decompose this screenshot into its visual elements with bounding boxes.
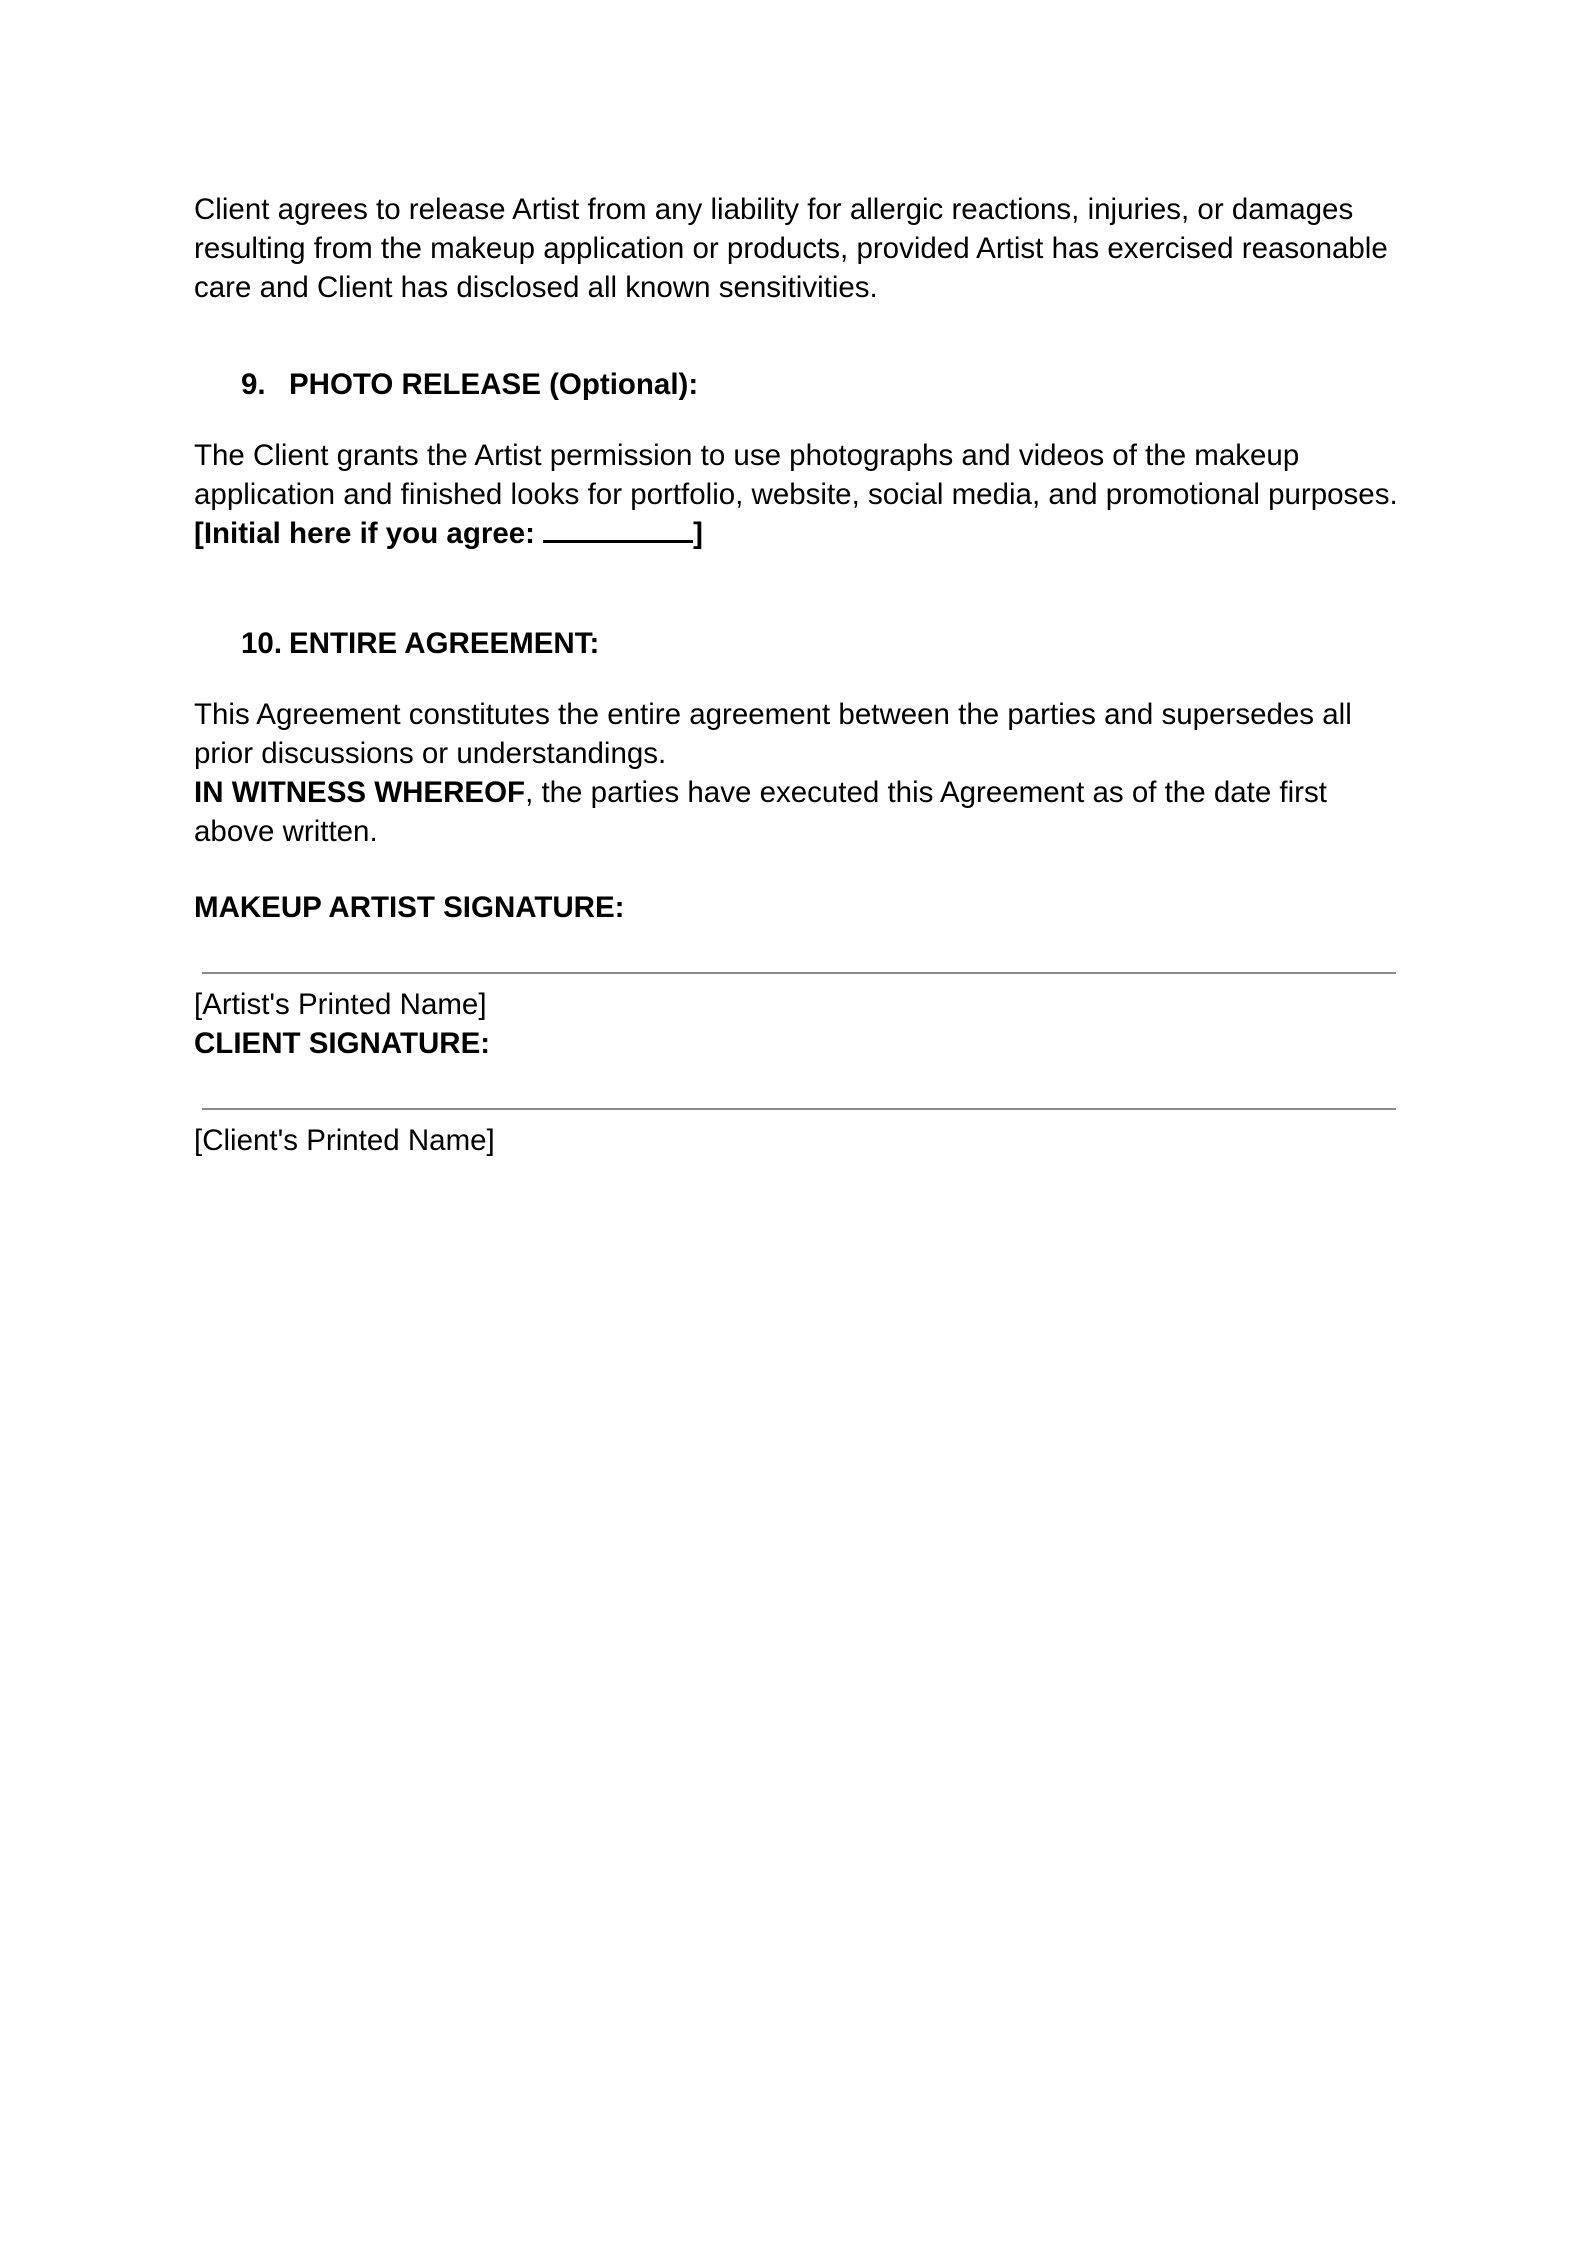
section-10-title: ENTIRE AGREEMENT:	[289, 627, 600, 660]
witness-bold: IN WITNESS WHEREOF	[194, 776, 526, 809]
section-9-heading	[241, 365, 1404, 404]
client-printed-name: [Client's Printed Name]	[194, 1124, 495, 1157]
client-signature-line[interactable]	[202, 1108, 1396, 1110]
section-9-body: The Client grants the Artist permission to use photographs and videos of the makeup application and finished looks for portfolio, website, social media, and promotional purposes.	[194, 439, 1398, 511]
initials-prefix: [Initial here if you agree:	[194, 517, 544, 550]
liability-paragraph: Client agrees to release Artist from any liability for allergic reactions, injuries, or damages resulting from the makeup application or products, provided Artist has exercised reasonable care and Client has disclosed all known sensitivities.	[194, 193, 1388, 304]
witness-rest: , the parties have executed this Agreement as of the date first above written.	[194, 776, 1327, 848]
artist-printed-name: [Artist's Printed Name]	[194, 988, 487, 1021]
section-10-body: This Agreement constitutes the entire agreement between the parties and supersedes all prior discussions or understandings.	[194, 698, 1352, 770]
section-9-number: 9.	[241, 368, 266, 401]
client-signature-heading: CLIENT SIGNATURE:	[194, 1027, 491, 1060]
initials-line	[194, 514, 1404, 553]
section-10-heading	[241, 624, 1404, 663]
section-10-number: 10.	[241, 627, 283, 660]
initials-suffix: ]	[693, 517, 703, 550]
artist-signature-heading: MAKEUP ARTIST SIGNATURE:	[194, 891, 625, 924]
section-9-title: PHOTO RELEASE (Optional):	[289, 368, 699, 401]
initials-blank[interactable]	[543, 514, 693, 543]
witness-paragraph	[194, 773, 1404, 851]
artist-signature-line[interactable]	[202, 972, 1396, 974]
document-page	[194, 190, 1404, 1160]
